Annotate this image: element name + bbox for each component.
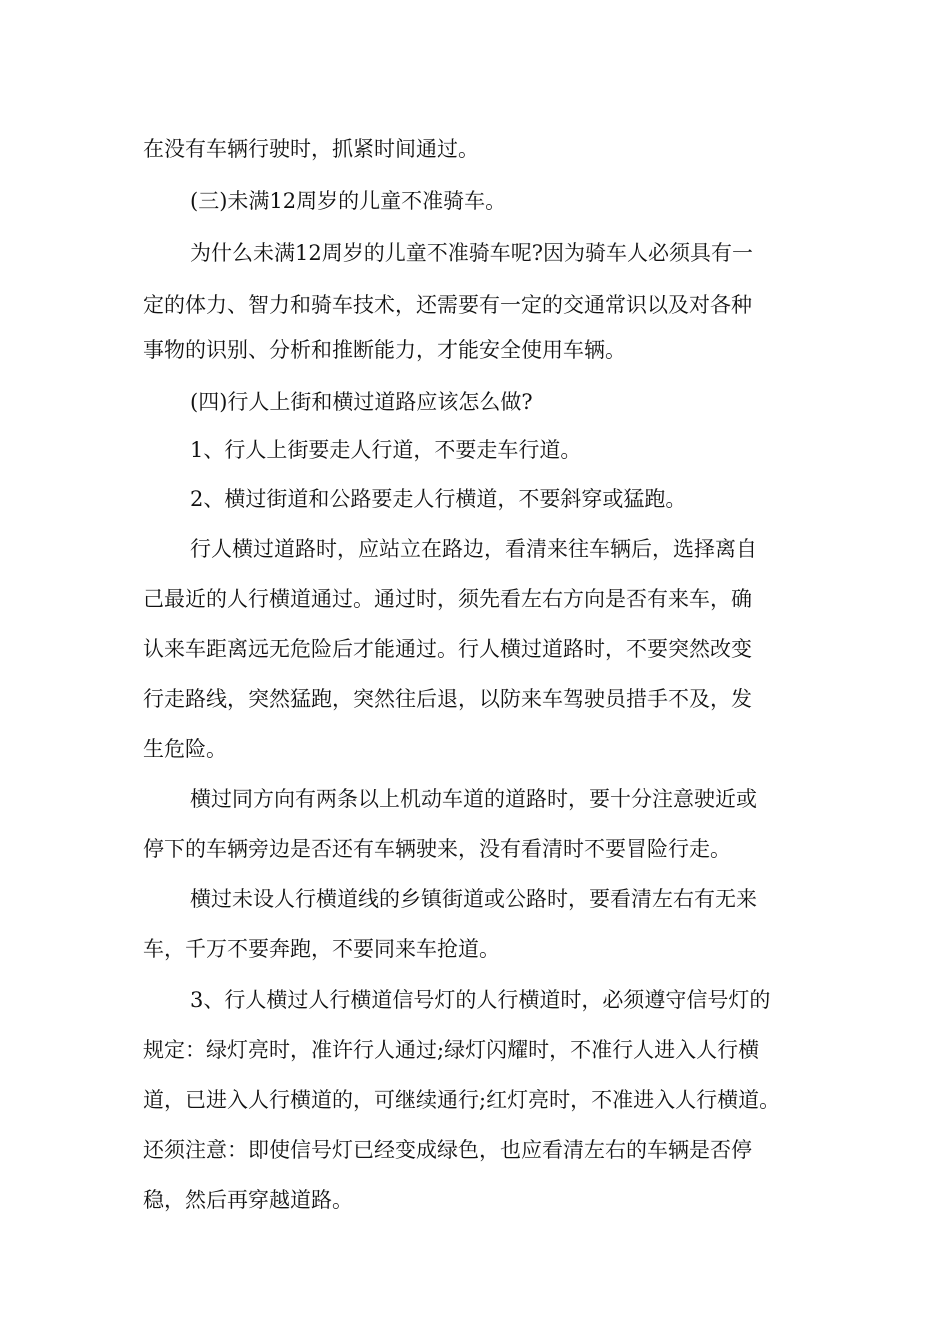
- text-line: 横过未设人行横道线的乡镇街道或公路时，要看清左右有无来: [190, 887, 757, 911]
- text-line: 定的体力、智力和骑车技术，还需要有一定的交通常识以及对各种: [143, 293, 752, 317]
- text-line: 横过同方向有两条以上机动车道的道路时，要十分注意驶近或: [190, 787, 757, 811]
- text-line: 还须注意：即使信号灯已经变成绿色，也应看清左右的车辆是否停: [143, 1138, 752, 1162]
- text-line: 行人横过道路时，应站立在路边，看清来往车辆后，选择离自: [190, 537, 757, 561]
- text-line: 行走路线，突然猛跑，突然往后退，以防来车驾驶员措手不及，发: [143, 687, 752, 711]
- text-line: 停下的车辆旁边是否还有车辆驶来，没有看清时不要冒险行走。: [143, 837, 731, 861]
- text-line: 1、行人上街要走人行道，不要走车行道。: [190, 438, 582, 462]
- text-line: 在没有车辆行驶时，抓紧时间通过。: [143, 137, 479, 161]
- section-heading-three: (三)未满12周岁的儿童不准骑车。: [190, 189, 507, 213]
- text-line: 车，千万不要奔跑，不要同来车抢道。: [143, 937, 500, 961]
- text-line: 2、横过街道和公路要走人行横道，不要斜穿或猛跑。: [190, 487, 687, 511]
- text-line: 认来车距离远无危险后才能通过。行人横过道路时，不要突然改变: [143, 637, 752, 661]
- text-line: 规定：绿灯亮时，准许行人通过;绿灯闪耀时，不准行人进入人行横: [143, 1038, 760, 1062]
- text-line: 生危险。: [143, 737, 227, 761]
- section-heading-four: (四)行人上街和横过道路应该怎么做?: [190, 390, 533, 414]
- text-line: 道，已进入人行横道的，可继续通行;红灯亮时，不准进入人行横道。: [143, 1088, 781, 1112]
- text-line: 事物的识别、分析和推断能力，才能安全使用车辆。: [143, 338, 626, 362]
- text-line: 己最近的人行横道通过。通过时，须先看左右方向是否有来车，确: [143, 587, 752, 611]
- text-line: 稳，然后再穿越道路。: [143, 1188, 353, 1212]
- text-line: 为什么未满12周岁的儿童不准骑车呢?因为骑车人必须具有一: [190, 241, 753, 265]
- text-line: 3、行人横过人行横道信号灯的人行横道时，必须遵守信号灯的: [190, 988, 771, 1012]
